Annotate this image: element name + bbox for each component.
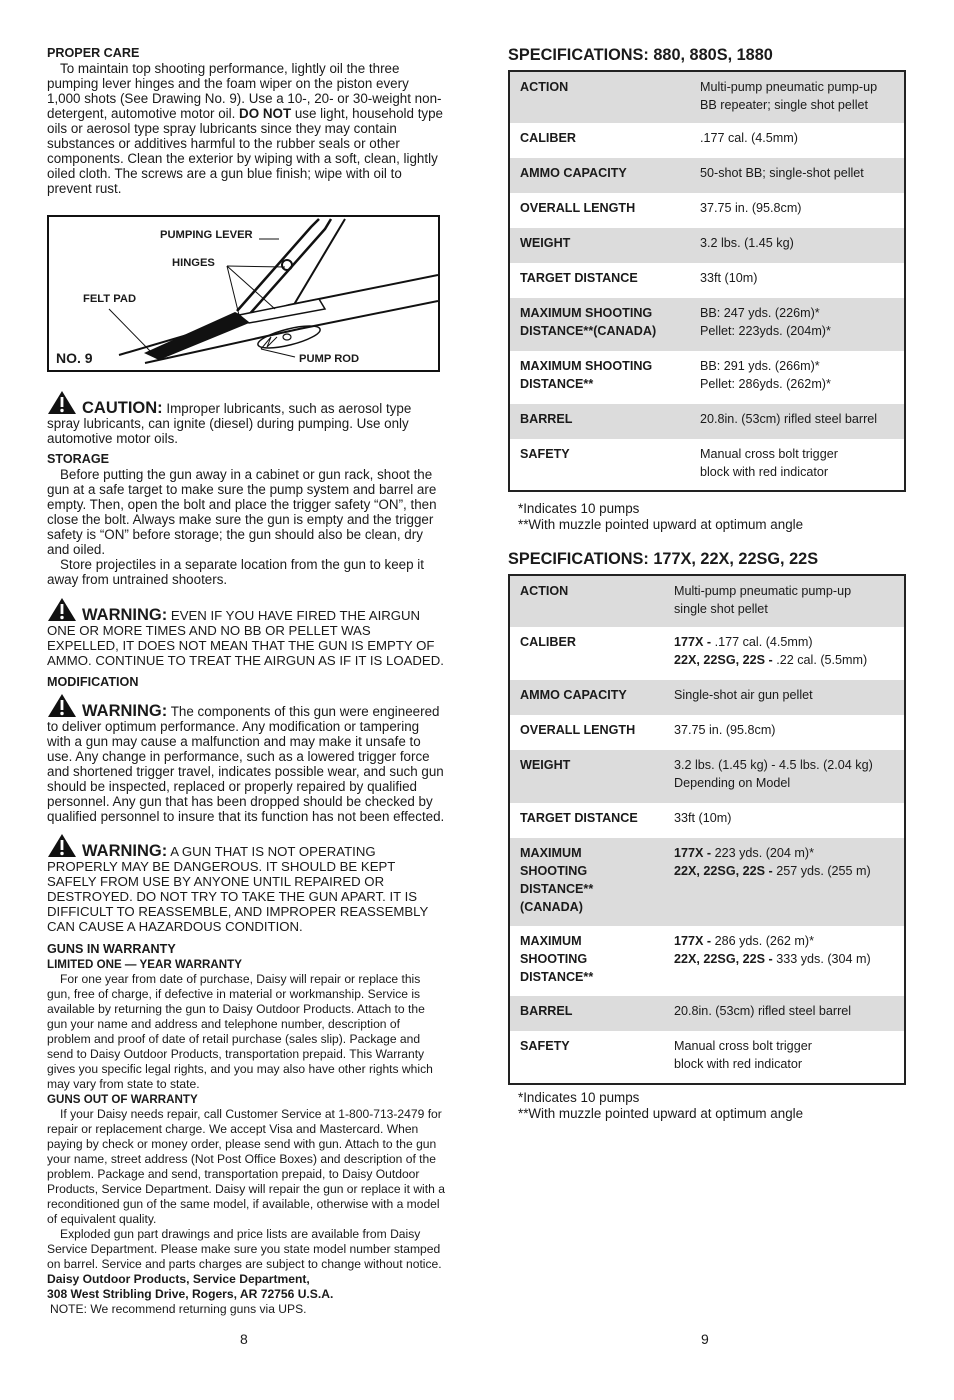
- warranty-parts-text: Exploded gun part drawings and price lists are available from Daisy Service Department. Please make sure you state model number stamped on barrel. Service and parts charges are subject to change without notice.: [47, 1227, 442, 1271]
- spec-row: [509, 680, 905, 715]
- warranty-paragraph-3: [47, 1227, 445, 1302]
- spec-row: [509, 575, 905, 627]
- spec-value: 3.2 lbs. (1.45 kg) - 4.5 lbs. (2.04 kg) Depending on Model: [664, 750, 905, 803]
- spec-value-text: 333 yds. (304 m): [776, 952, 871, 966]
- spec-value-model: 22X, 22SG, 22S -: [674, 864, 777, 878]
- spec-value-model: 22X, 22SG, 22S -: [674, 952, 777, 966]
- spec-key: TARGET DISTANCE: [520, 811, 638, 825]
- ups-note: NOTE: We recommend returning guns via UPS.: [50, 1302, 307, 1316]
- warning-triangle-icon: [47, 597, 77, 622]
- spec-row: [509, 123, 905, 158]
- spec-value: 3.2 lbs. (1.45 kg): [690, 228, 905, 263]
- spec-row: [509, 750, 905, 803]
- spec-key: TARGET DISTANCE: [520, 271, 638, 285]
- warning-text-1: EVEN IF YOU HAVE FIRED THE AIRGUN ONE OR MORE TIMES AND NO BB OR PELLET WAS EXPELLED, IT DOES NOT MEAN THAT THE GUN IS EMPTY OF AMMO. CONTINUE TO TREAT THE AIRGUN AS IF IT IS LOADED.: [47, 608, 444, 668]
- spec-row: [509, 803, 905, 838]
- spec-value: Multi-pump pneumatic pump-up BB repeater; single shot pellet: [690, 71, 905, 123]
- proper-care-text: To maintain top shooting performance, lightly oil the three pumping lever hinges and the foam wiper on the piston every 1,000 shots (See Drawing No. 9). Use a 10-, 20- or 30-weight non-detergent, automotive motor oil.: [47, 61, 442, 121]
- spec-key: BARREL: [509, 996, 664, 1031]
- warning-text-3: A GUN THAT IS NOT OPERATING PROPERLY MAY BE DANGEROUS. IT SHOULD BE KEPT SAFELY FROM USE BY ANYONE UNTIL REPAIRED OR DESTROYED. DO NOT TRY TO TAKE THE GUN APART. IT IS DIFFICULT TO REASSEMBLE, AND IMPROPER REASSEMBLY CAN CAUSE A HAZARDOUS CONDITION.: [47, 844, 429, 934]
- spec-row: [509, 838, 905, 926]
- spec-value-text: 257 yds. (255 m): [776, 864, 871, 878]
- spec-row: [509, 193, 905, 228]
- spec-row: [509, 158, 905, 193]
- spec-value: BB: 291 yds. (266m)* Pellet: 286yds. (262m)*: [700, 359, 831, 391]
- label-felt-pad: FELT PAD: [83, 293, 137, 305]
- proper-care-heading: PROPER CARE: [47, 46, 140, 60]
- drawing-no-9: [47, 215, 440, 372]
- spec-key: WEIGHT: [509, 750, 664, 803]
- spec-key: AMMO CAPACITY: [509, 680, 664, 715]
- spec-value: Manual cross bolt trigger block with red indicator: [700, 447, 838, 479]
- spec-note-pumps-177x: *Indicates 10 pumps: [518, 1090, 640, 1105]
- spec-key: CALIBER: [520, 635, 576, 649]
- spec-value-model: 22X, 22SG, 22S -: [674, 653, 777, 667]
- spec-value: Manual cross bolt trigger block with red indicator: [674, 1039, 812, 1071]
- spec-value: 50-shot BB; single-shot pellet: [690, 158, 905, 193]
- spec-value-text: .22 cal. (5.5mm): [776, 653, 868, 667]
- spec-value: Multi-pump pneumatic pump-up single shot pellet: [664, 575, 905, 627]
- spec-key: CALIBER: [520, 131, 576, 145]
- limited-warranty-subheading: LIMITED ONE — YEAR WARRANTY: [47, 958, 242, 971]
- spec-key: ACTION: [509, 71, 690, 123]
- spec-value: 20.8in. (53cm) rifled steel barrel: [690, 404, 905, 439]
- warning-triangle-icon: [47, 693, 77, 718]
- spec-row: [509, 404, 905, 439]
- spec-note-pumps-880: *Indicates 10 pumps: [518, 501, 640, 516]
- right-column: [508, 46, 906, 1122]
- spec-value-text: .177 cal. (4.5mm): [714, 635, 813, 649]
- service-address-line-1: Daisy Outdoor Products, Service Department,: [47, 1272, 310, 1286]
- spec-row: [509, 627, 905, 680]
- spec-key: SAFETY: [520, 447, 570, 461]
- label-pump-rod: PUMP ROD: [299, 353, 360, 365]
- warning-triangle-icon: [47, 833, 77, 858]
- caution-text: Improper lubricants, such as aerosol type spray lubricants, can ignite (diesel) during pumping. Use only automotive motor oils.: [47, 401, 412, 446]
- spec-row: [509, 228, 905, 263]
- spec-value: 37.75 in. (95.8cm): [674, 723, 776, 737]
- spec-row: [509, 351, 905, 404]
- warning-text-2: The components of this gun were engineered to deliver optimum performance. Any modification or tampering with a gun may cause a malfunction and may make it unsafe to use. Any change in performance, such as a lowered trigger force and shortened trigger travel, indicates possible wear, and such gun should be inspected, replaced or properly repaired by qualified personnel. Any gun that has been dropped should be checked by qualified personnel to insure that its function has not been effected.: [47, 704, 445, 824]
- spec-value: [664, 838, 905, 926]
- out-of-warranty-subheading: GUNS OUT OF WARRANTY: [47, 1093, 198, 1106]
- caution-title: CAUTION:: [82, 399, 163, 417]
- warning-title-2: WARNING:: [82, 702, 168, 720]
- warranty-paragraph-2: If your Daisy needs repair, call Customer Service at 1-800-713-2479 for repair or replacement charge. We accept Visa and Mastercard. When paying by check or money order, please send with gun. Attach to the gun your name, street address (Not Post Office Boxes) and description of the problem. Package and send, transportation prepaid, to Daisy Outdoor Products, Service Department. Daisy will repair the gun or replace it with a reconditioned gun of the same model, if available, otherwise with a model of equivalent quality.: [47, 1107, 445, 1226]
- storage-paragraph-1: Before putting the gun away in a cabinet or gun rack, shoot the gun at a safe target to make sure the pump system and barrel are empty. Then, open the bolt and place the trigger safety “ON”, then close the bolt. Always make sure the gun is empty and the trigger safety is “ON” before storage; the gun should also be clean, dry and oiled.: [47, 467, 437, 557]
- spec-value-text: 286 yds. (262 m)*: [714, 934, 815, 948]
- storage-paragraph-2: Store projectiles in a separate location from the gun to keep it away from untrained shooters.: [47, 557, 424, 587]
- warranty-paragraph-1: For one year from date of purchase, Daisy will repair or replace this gun, free of charge, if defective in material or workmanship. Service is available by returning the gun to Daisy Outdoor Products. Attach to the gun your name and address and telephone number, description of problem and proof of date of retail purchase (sales slip). Package and send to Daisy Outdoor Products, transportation prepaid. This Warranty gives you specific legal rights, and you may also have other rights which may vary from state to state.: [47, 972, 433, 1091]
- proper-care-paragraph: [47, 61, 445, 196]
- spec-value: Single-shot air gun pellet: [664, 680, 905, 715]
- service-address-line-2: 308 West Stribling Drive, Rogers, AR 72756 U.S.A.: [47, 1287, 334, 1301]
- spec-key: OVERALL LENGTH: [520, 723, 636, 737]
- label-pumping-lever: PUMPING LEVER: [160, 229, 253, 241]
- spec-key: MAXIMUM SHOOTING DISTANCE**(CANADA): [509, 298, 690, 351]
- warning-block-3: [47, 833, 445, 934]
- caution-block: [47, 390, 445, 446]
- spec-value: 20.8in. (53cm) rifled steel barrel: [664, 996, 905, 1031]
- spec-value: .177 cal. (4.5mm): [700, 131, 798, 145]
- spec-key: ACTION: [509, 575, 664, 627]
- spec-row: [509, 298, 905, 351]
- spec-title-880: SPECIFICATIONS: 880, 880S, 1880: [508, 46, 773, 64]
- warning-triangle-icon: [47, 390, 77, 415]
- page-number-right: 9: [701, 1331, 709, 1347]
- warning-title-1: WARNING:: [82, 606, 168, 624]
- spec-row: [509, 71, 905, 123]
- label-hinges: HINGES: [172, 257, 215, 269]
- spec-value: BB: 247 yds. (226m)* Pellet: 223yds. (204m)*: [690, 298, 905, 351]
- spec-key: BARREL: [509, 404, 690, 439]
- warranty-heading: GUNS IN WARRANTY: [47, 942, 176, 956]
- modification-heading: MODIFICATION: [47, 675, 139, 689]
- warning-title-3: WARNING:: [82, 842, 168, 860]
- spec-key: MAXIMUM SHOOTING DISTANCE** (CANADA): [509, 838, 664, 926]
- page-number-left: 8: [240, 1331, 248, 1347]
- spec-value: [664, 627, 905, 680]
- figure-number: NO. 9: [56, 350, 93, 366]
- spec-table-880: [508, 70, 906, 492]
- spec-row: [509, 439, 905, 491]
- spec-value-model: 177X -: [674, 846, 715, 860]
- spec-row: [509, 926, 905, 996]
- spec-key: OVERALL LENGTH: [520, 201, 636, 215]
- spec-value: 33ft (10m): [700, 271, 758, 285]
- spec-title-177x: SPECIFICATIONS: 177X, 22X, 22SG, 22S: [508, 550, 819, 568]
- warning-block-2: [47, 693, 445, 824]
- spec-row: [509, 1031, 905, 1084]
- left-column: [47, 46, 445, 1317]
- spec-key: MAXIMUM SHOOTING DISTANCE**: [520, 934, 594, 984]
- spec-value-model: 177X -: [674, 635, 715, 649]
- spec-table-177x: [508, 574, 906, 1085]
- proper-care-text-rest: use light, household type oils or aerosol type spray lubricants since they may contain substances or additives harmful to the rubber seals or other components. Clean the exterior by wiping with a soft, clean, lightly oiled cloth. The screws are a gun blue finish; wipe with oil to prevent rust.: [47, 106, 444, 196]
- spec-note-angle-880: **With muzzle pointed upward at optimum angle: [518, 517, 804, 532]
- spec-value-text: 223 yds. (204 m)*: [714, 846, 815, 860]
- spec-value-model: 177X -: [674, 934, 715, 948]
- spec-key: MAXIMUM SHOOTING DISTANCE**: [520, 359, 653, 391]
- spec-key: AMMO CAPACITY: [509, 158, 690, 193]
- warning-block-1: [47, 597, 445, 668]
- do-not-emphasis: DO NOT: [239, 106, 292, 121]
- spec-value: 37.75 in. (95.8cm): [700, 201, 802, 215]
- spec-key: WEIGHT: [509, 228, 690, 263]
- storage-heading: STORAGE: [47, 452, 110, 466]
- spec-row: [509, 996, 905, 1031]
- spec-value: [664, 926, 905, 996]
- spec-note-angle-177x: **With muzzle pointed upward at optimum angle: [518, 1106, 804, 1121]
- spec-row: [509, 263, 905, 298]
- spec-value: 33ft (10m): [674, 811, 732, 825]
- spec-row: [509, 715, 905, 750]
- spec-key: SAFETY: [520, 1039, 570, 1053]
